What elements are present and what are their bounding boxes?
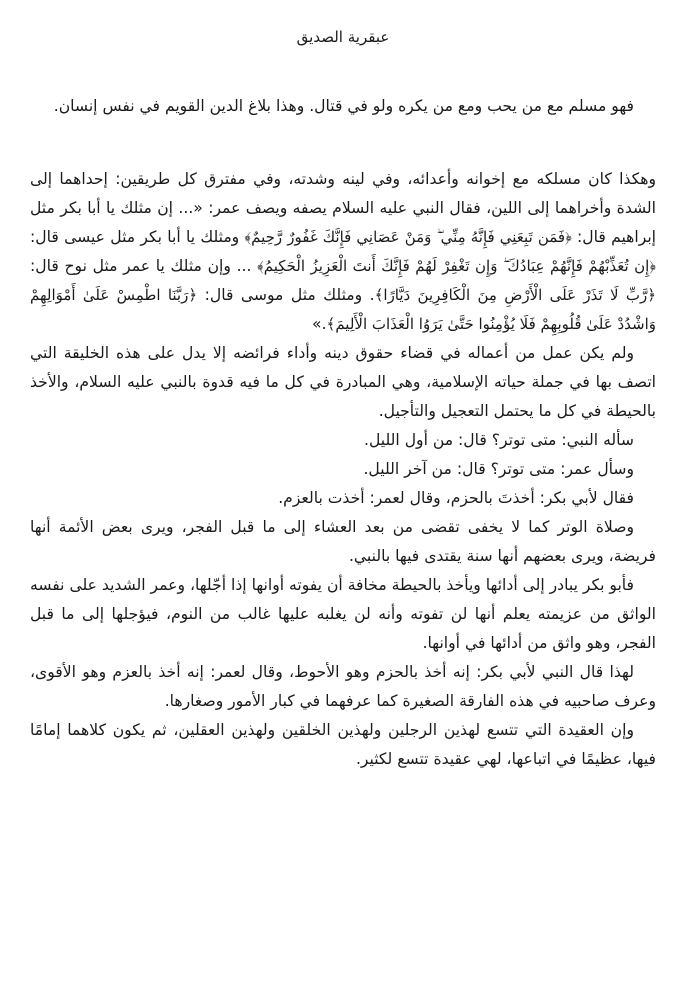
paragraph-2-text-c: ... وإن مثلك يا عمر مثل نوح قال: <box>30 257 258 275</box>
paragraph-2-text-a: وهكذا كان مسلكه مع إخوانه وأعدائه، وفي لينه وشدته، وفي مفترق كل طريقين: إحداهما إلى الشدة وأخراهما إلى اللين، فقال النبي عليه السلام يصفه ويصف عمر: «... إن مثلك يا أبا بكر مثل إبراهيم قال: <box>30 170 656 246</box>
paragraph-2-text-d: . ومثلك مثل موسى قال: <box>197 286 375 304</box>
paragraph-4: سأله النبي: متى توتر؟ قال: من أول الليل. <box>364 431 634 449</box>
paragraph-7: وصلاة الوتر كما لا يخفى تقضى من بعد العشاء إلى ما قبل الفجر، ويرى بعض الأئمة أنها فريضة، ويرى بعضهم أنها سنة يقتدى فيها بالنبي. <box>30 518 656 565</box>
paragraph-8: فأبو بكر يبادر إلى أدائها ويأخذ بالحيطة مخافة أن يفوته أوانها إذا أجّلها، وعمر الشديد على نفسه الواثق من عزيمته يعلم أنها لن تفوته وأنه لن يغلبه عليها غالب من النوم، فيؤجلها إلى ما قبل الفجر، وهو واثق من أدائها في أوانها. <box>30 576 656 652</box>
paragraph-3: ولم يكن عمل من أعماله في قضاء حقوق دينه وأداء فرائضه إلا يدل على هذه الخليقة التي اتصف بها في جملة حياته الإسلامية، وهي المبادرة في كل ما فيه قدوة بالنبي عليه السلام، والأخذ بالحيطة في كل ما يحتمل التعجيل والتأجيل. <box>30 344 656 420</box>
paragraph-5: وسأل عمر: متى توتر؟ قال: من آخر الليل. <box>363 460 634 478</box>
quran-verse-4: ﴿رَبَّنَا اطْمِسْ عَلَىٰ أَمْوَالِهِمْ وَاشْدُدْ عَلَىٰ قُلُوبِهِمْ فَلَا يُؤْمِنُوا حَتَّىٰ يَرَوُا الْعَذَابَ الْأَلِيمَ﴾ <box>30 286 656 333</box>
paragraph-2 <box>30 165 656 339</box>
quran-verse-3: ﴿رَّبِّ لَا تَذَرْ عَلَى الْأَرْضِ مِنَ الْكَافِرِينَ دَيَّارًا﴾ <box>374 286 656 304</box>
paragraph-2-text-e: .» <box>312 315 327 333</box>
paragraph-2-text-b: ومثلك يا أبا بكر مثل عيسى قال: <box>30 228 245 246</box>
quran-verse-2: ﴿إِن تُعَذِّبْهُمْ فَإِنَّهُمْ عِبَادُكَ ۖ وَإِن تَغْفِرْ لَهُمْ فَإِنَّكَ أَنتَ الْعَزِيزُ الْحَكِيمُ﴾ <box>257 257 656 275</box>
paragraph-6: فقال لأبي بكر: أخذتَ بالحزم، وقال لعمر: أخذت بالعزم. <box>278 489 634 507</box>
paragraph-1: فهو مسلم مع من يحب ومع من يكره ولو في قتال. وهذا بلاغ الدين القويم في نفس إنسان. <box>53 97 634 115</box>
quran-verse-1: ﴿فَمَن تَبِعَنِي فَإِنَّهُ مِنِّي ۖ وَمَنْ عَصَانِي فَإِنَّكَ غَفُورٌ رَّحِيمٌ﴾ <box>244 228 572 246</box>
paragraph-9: لهذا قال النبي لأبي بكر: إنه أخذ بالحزم وهو الأحوط، وقال لعمر: إنه أخذ بالعزم وهو الأقوى، وعرف صاحبيه في هذه الفارقة الصغيرة كما عرفهما في كبار الأمور وصغارها. <box>30 663 656 710</box>
paragraph-10: وإن العقيدة التي تتسع لهذين الرجلين ولهذين الخلقين ولهذين العقلين، ثم يكون كلاهما إمامًا فيها، عظيمًا في اتباعها، لهي عقيدة تتسع لكثير. <box>30 721 656 768</box>
running-header: عبقرية الصديق <box>296 28 390 46</box>
